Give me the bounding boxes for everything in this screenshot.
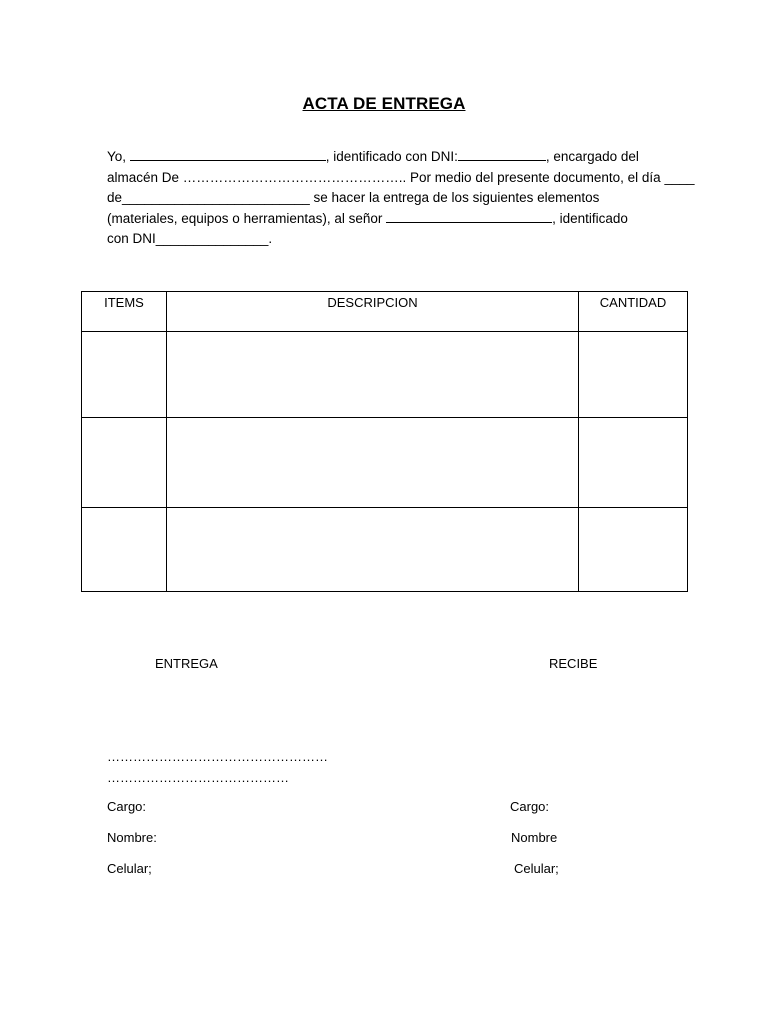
document-title: ACTA DE ENTREGA (302, 94, 466, 113)
table-cell (82, 418, 167, 508)
text-identificado-2: , identificado (552, 210, 628, 226)
signature-dots-line-2: …………………………………… (107, 770, 289, 785)
receiver-name-blank (386, 211, 552, 223)
text-encargado: , encargado del (545, 149, 639, 164)
entrega-heading: ENTREGA (155, 656, 218, 671)
table-row (82, 418, 688, 508)
table-cell (579, 508, 688, 592)
table-header-row (82, 292, 688, 332)
intro-paragraph (107, 147, 695, 250)
header-items: ITEMS (82, 292, 167, 332)
table-cell (167, 508, 579, 592)
table-row (82, 332, 688, 418)
right-cargo-label: Cargo: (510, 799, 550, 814)
table-cell (579, 418, 688, 508)
paragraph-line-2: almacén De ………………………………………….. Por medio del presente documento, el día ____ (107, 169, 695, 185)
signature-dots-line-1: …………………………………………… (107, 749, 328, 764)
right-celular-label: Celular; (514, 861, 559, 876)
paragraph-line-5: con DNI_______________. (107, 231, 273, 247)
table-cell (167, 332, 579, 418)
left-celular-label: Celular; (107, 861, 152, 876)
table-cell (82, 332, 167, 418)
right-nombre-label: Nombre (511, 830, 558, 845)
paragraph-line-4 (107, 209, 667, 230)
header-cantidad: CANTIDAD (579, 292, 688, 332)
text-yo: Yo, (107, 149, 130, 164)
recibe-heading: RECIBE (549, 656, 598, 671)
left-cargo-label: Cargo: (107, 799, 147, 814)
paragraph-line-1 (107, 147, 667, 168)
table-row (82, 508, 688, 592)
left-nombre-label: Nombre: (107, 830, 157, 845)
text-identificado: , identificado con DNI: (325, 149, 458, 164)
text-materiales: (materiales, equipos o herramientas), al señor (107, 210, 387, 226)
table-cell (82, 508, 167, 592)
dni-blank (458, 149, 546, 161)
table-cell (167, 418, 579, 508)
items-table (81, 291, 688, 592)
table-cell (579, 332, 688, 418)
paragraph-line-3: de_________________________ se hacer la entrega de los siguientes elementos (107, 190, 600, 206)
header-descripcion: DESCRIPCION (167, 292, 579, 332)
name-blank (130, 149, 326, 161)
